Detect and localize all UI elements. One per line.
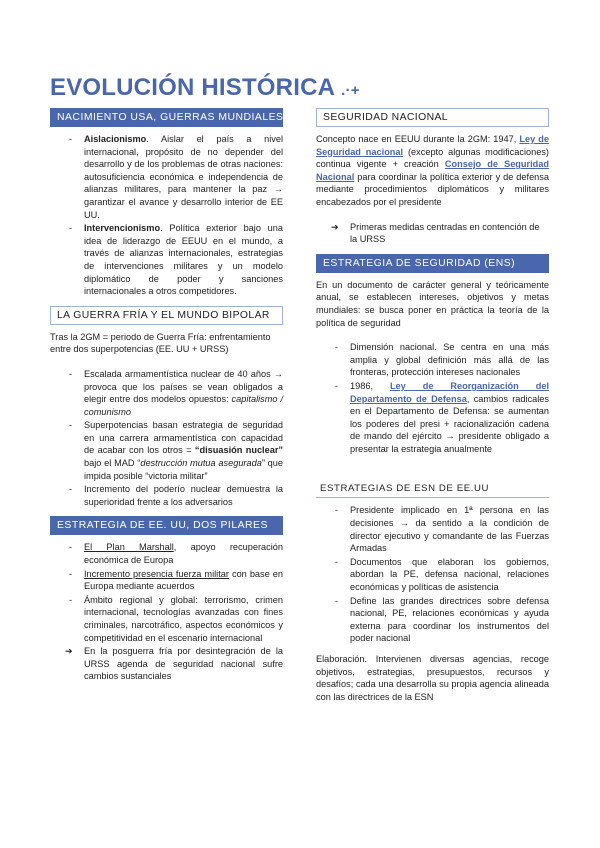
left-column: [50, 108, 283, 691]
link-consejo-seguridad[interactable]: Consejo de Seguridad Nacional: [316, 159, 549, 182]
outro-paragraph: Elaboración. Intervienen diversas agencias, recoge objetivos, estrategias, presupuestos, recursos y desafíos; cada una desarrolla su propia agencia alineada con las directrices de la ESN: [316, 654, 549, 702]
arrow-item: ➔ Primeras medidas centradas en contención de la URSS: [332, 221, 549, 246]
section-header-seguridad-nacional: SEGURIDAD NACIONAL: [316, 108, 549, 127]
bullet-list-estrategia: [50, 541, 283, 683]
item-text: . Aislar el país a nivel internacional, propósito de no depender del desarrollo y de los problemas de otras naciones: autosuficiencia económica e independencia de alianzas militares, para mantener la paz → garantizar el avance y desarrollo interior de EE UU.: [84, 134, 283, 220]
item-text: Superpotencias basan estrategia de seguridad en una carrera armamentística con capacidad de acabar con los otros =: [84, 420, 283, 456]
list-item: - Presidente implicado en 1ª persona en las decisiones → da sentido a la condición de director ejecutivo y comandante de las Fuerzas Armadas: [332, 504, 549, 554]
item-italic: capitalismo / comunismo: [84, 394, 284, 417]
term-intervencionismo: Intervencionismo: [84, 223, 161, 234]
intro-paragraph: En un documento de carácter general y teóricamente anual, se establecen intereses, objetivos y metas mundiales: se busca poner en práctica la teoría de la política de seguridad: [316, 279, 549, 328]
list-item: [66, 133, 283, 221]
item-text: con base en Europa mediante acuerdos: [84, 568, 283, 592]
list-item: [66, 368, 283, 418]
item-text: , cambios radicales en el Departamento de Defensa: se aumentan los poderes del presi + racionalización cadena de mando del ejército → presidente obligado a presentar la estrategia anualmente: [350, 393, 549, 454]
section-header-estrategia-eeuu: ESTRATEGIA DE EE. UU, DOS PILARES: [50, 516, 283, 535]
intro-paragraph: Tras la 2GM = periodo de Guerra Fría: enfrentamiento entre dos superpotencias (EE. UU + URSS): [50, 331, 271, 355]
bullet-list-esn: [316, 504, 549, 645]
para-text: (excepto algunas modificaciones) continua vigente + creación: [316, 146, 549, 170]
term-disuasion-nuclear: “disuasión nuclear”: [194, 445, 283, 456]
paragraph-seguridad-nacional: [316, 133, 549, 209]
item-text: Dimensión nacional. Se centra en una más amplia y global definición más allá de las fronteras, protección intereses nacionales: [350, 342, 549, 378]
list-item: [66, 222, 283, 298]
right-column: [316, 108, 549, 709]
para-text: Concepto nace en EEUU durante la 2GM: 1947,: [316, 134, 520, 144]
list-item: - Documentos que elaboran los gobiernos, abordan la PE, defensa nacional, relaciones económicas y políticas de asistencia: [332, 556, 549, 594]
bullet-list-nacimiento: [50, 133, 283, 298]
arrow-item: [66, 645, 283, 683]
link-ley-seguridad-nacional[interactable]: Ley de Seguridad nacional: [316, 134, 550, 157]
list-item: [332, 380, 549, 456]
list-item: [66, 541, 283, 566]
term-aislacionismo: Aislacionismo: [84, 134, 147, 144]
item-text: Escalada armamentística nuclear de 40 años → provoca que los países se vean obligados a elegir entre dos modelos opuestos:: [84, 368, 283, 405]
bullet-list-ens: [316, 341, 549, 455]
item-italic: destrucción mutua asegurada: [140, 458, 262, 469]
item-text: En la posguerra fría por desintegración de la URSS agenda de seguridad nacional sufre cambios sustanciales: [84, 646, 283, 682]
list-item: [66, 483, 283, 508]
list-item: [66, 568, 283, 593]
item-text: bajo el MAD “: [84, 458, 141, 469]
item-text: . Política exterior bajo una idea de liderazgo de EEUU en el mundo, a través de alianzas internacionales, estrategias de intervenciones militares y un modelo diplomático de poder y sanciones internacionales a otros competidores.: [84, 223, 283, 297]
bullet-list-guerra-fria: [50, 368, 283, 509]
item-text: Incremento del poderío nuclear demuestra la superioridad frente a los adversarios: [84, 484, 283, 507]
item-text: ” que impida posible “victoria militar”: [84, 458, 283, 481]
para-text: para coordinar la política exterior y de defensa mediante procedimientos diplomáticos y militares encabezados por el presidente: [316, 171, 549, 207]
list-item: - Define las grandes directrices sobre defensa nacional, PE, relaciones económicas y ayuda externa para coordinar los instrumentos del poder nacional: [332, 595, 549, 645]
section-header-esn: ESTRATEGIAS DE ESN DE EE.UU: [316, 483, 549, 498]
section-header-guerra-fria: LA GUERRA FRÍA Y EL MUNDO BIPOLAR: [50, 306, 283, 325]
sparkle-icon: .·+: [341, 82, 360, 99]
link-ley-reorganizacion[interactable]: Ley de Reorganización del Departamento de Defensa: [350, 380, 549, 404]
list-item: [66, 594, 283, 644]
section-header-nacimiento: NACIMIENTO USA, GUERRAS MUNDIALES: [50, 108, 283, 127]
section-header-ens: ESTRATEGIA DE SEGURIDAD (ENS): [316, 254, 549, 273]
page-title: EVOLUCIÓN HISTÓRICA .·+: [50, 74, 360, 101]
item-text: , apoyo recuperación económica de Europa: [84, 542, 283, 566]
list-item: [332, 341, 549, 379]
item-text: Ámbito regional y global: terrorismo, crimen internacional, tecnologías avanzadas con fines criminales, narcotráfico, aspectos económicos y competitividad en el escenario internacional: [84, 594, 283, 643]
item-text: 1986,: [350, 380, 390, 391]
link-fuerza-militar[interactable]: Incremento presencia fuerza militar: [84, 568, 229, 579]
list-item: [66, 419, 283, 482]
link-plan-marshall[interactable]: El Plan Marshall: [84, 542, 174, 553]
